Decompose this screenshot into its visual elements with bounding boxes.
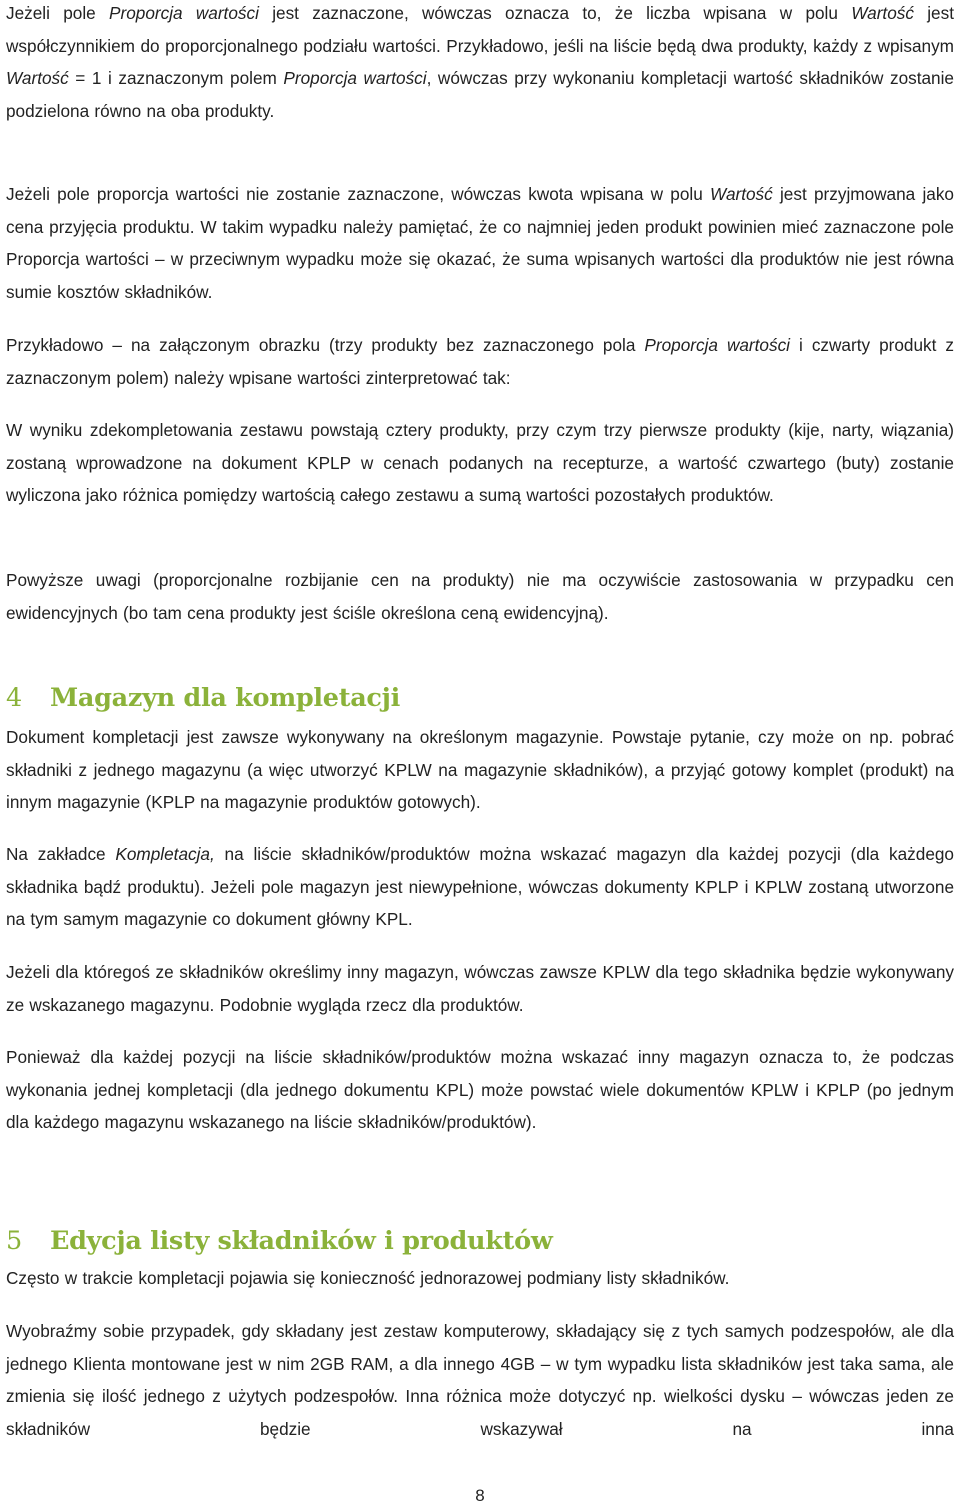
paragraph-inny-magazyn: Jeżeli dla któregoś ze składników określimy inny magazyn, wówczas zawsze KPLW dla tego składnika będzie wykonywany ze wskazanego magazynu. Podobnie wygląda rzecz dla produktów. xyxy=(6,962,954,1015)
text-run: i czwarty produkt z zaznaczonym polem) należy wpisane wartości zinterpretować tak: xyxy=(6,335,955,388)
section-number: 5 xyxy=(6,1226,22,1256)
text-run: Na zakładce xyxy=(6,844,116,864)
text-run: na liście składników/produktów można wskazać magazyn dla każdej pozycji (dla każdego składnika bądź produktu). Jeżeli pole magazyn jest niewypełnione, wówczas dokumenty KPLP i KPLW zostaną utworzone na tym samym magazynie co dokument główny KPL. xyxy=(6,844,954,930)
paragraph-brak-proporcji xyxy=(6,178,954,308)
text-run: = 1 i zaznaczonym polem xyxy=(68,68,284,89)
section-heading-edycja xyxy=(6,1224,954,1258)
paragraph-wiele-dokumentow: Ponieważ dla każdej pozycji na liście składników/produktów można wskazać inny magazyn oznacza to, że podczas wykonania jednej kompletacji (dla jednego dokumentu KPL) może powstać wiele dokumentów KPLW i KPLP (po jednym dla każdego magazynu wskazanego na liście składników/produktów). xyxy=(6,1047,954,1133)
italic-term: Proporcja wartości xyxy=(283,68,427,89)
paragraph-magazyn-intro: Dokument kompletacji jest zawsze wykonywany na określonym magazynie. Powstaje pytanie, czy może on np. pobrać składniki z jednego magazynu (a więc utworzyć KPLW na magazynie składników), a przyjąć gotowy komplet (produkt) na innym magazynie (KPLP na magazynie produktów gotowych). xyxy=(6,727,954,813)
italic-term: Wartość xyxy=(851,3,914,23)
section-title: Edycja listy składników i produktów xyxy=(50,1226,553,1256)
text-run: Jeżeli pole xyxy=(6,3,110,23)
text-run: jest zaznaczone, wówczas oznacza to, że liczba wpisana w polu xyxy=(258,3,852,23)
text-run: Przykładowo – na załączonym obrazku (trzy produkty bez zaznaczonego pola xyxy=(6,335,645,355)
text-run: , wówczas przy wykonaniu kompletacji wartość składników zostanie podzielona równo na oba produkty. xyxy=(6,68,954,121)
italic-term: Kompletacja, xyxy=(115,844,215,864)
italic-term: Wartość xyxy=(6,68,69,89)
italic-term: Proporcja wartości xyxy=(109,3,259,23)
paragraph-przyklad xyxy=(6,329,954,394)
section-number: 4 xyxy=(6,683,22,713)
paragraph-podmiana-intro: Często w trakcie kompletacji pojawia się konieczność jednorazowej podmiany listy składników. xyxy=(6,1268,730,1288)
section-heading-magazyn xyxy=(6,681,954,715)
text-run: Jeżeli pole proporcja wartości nie zostanie zaznaczone, wówczas kwota wpisana w polu xyxy=(6,184,711,204)
text-run: jest współczynnikiem do proporcjonalnego podziału wartości. Przykładowo, jeśli na liście będą dwa produkty, każdy z wpisanym xyxy=(6,3,954,56)
paragraph-zakladka-kompletacja xyxy=(6,838,954,936)
italic-term: Proporcja wartości xyxy=(644,335,791,355)
paragraph-proporcja xyxy=(6,0,954,127)
text-run: jest przyjmowana jako cena przyjęcia produktu. W takim wypadku należy pamiętać, że co najmniej jeden produkt powinien mieć zaznaczone pole Proporcja wartości – w przeciwnym wypadku może się okazać, że suma wpisanych wartości dla produktów nie jest równa sumie kosztów składników. xyxy=(6,184,954,302)
page-number: 8 xyxy=(475,1486,485,1505)
italic-term: Wartość xyxy=(710,184,773,204)
paragraph-uwagi: Powyższe uwagi (proporcjonalne rozbijanie cen na produkty) nie ma oczywiście zastosowania w przypadku cen ewidencyjnych (bo tam cena produkty jest ściśle określona ceną ewidencyjną). xyxy=(6,570,954,623)
section-title: Magazyn dla kompletacji xyxy=(50,683,400,713)
paragraph-dekompletacja: W wyniku zdekompletowania zestawu powstają cztery produkty, przy czym trzy pierwsze produkty (kije, narty, wiązania) zostaną wprowadzone na dokument KPLP w cenach podanych na recepturze, a wartość czwartego (buty) zostanie wyliczona jako różnica pomiędzy wartością całego zestawu a sumą wartości pozostałych produktów. xyxy=(6,420,954,506)
paragraph-zestaw-komputerowy: Wyobraźmy sobie przypadek, gdy składany jest zestaw komputerowy, składający się z tych samych podzespołów, ale dla jednego Klienta montowane jest w nim 2GB RAM, a dla innego 4GB – w tym wypadku lista składników jest taka sama, ale zmienia się ilość jednego z użytych podzespołów. Inna różnica może dotyczyć np. wielkości dysku – wówczas jeden ze składników będzie wskazywał na inna xyxy=(6,1321,954,1439)
